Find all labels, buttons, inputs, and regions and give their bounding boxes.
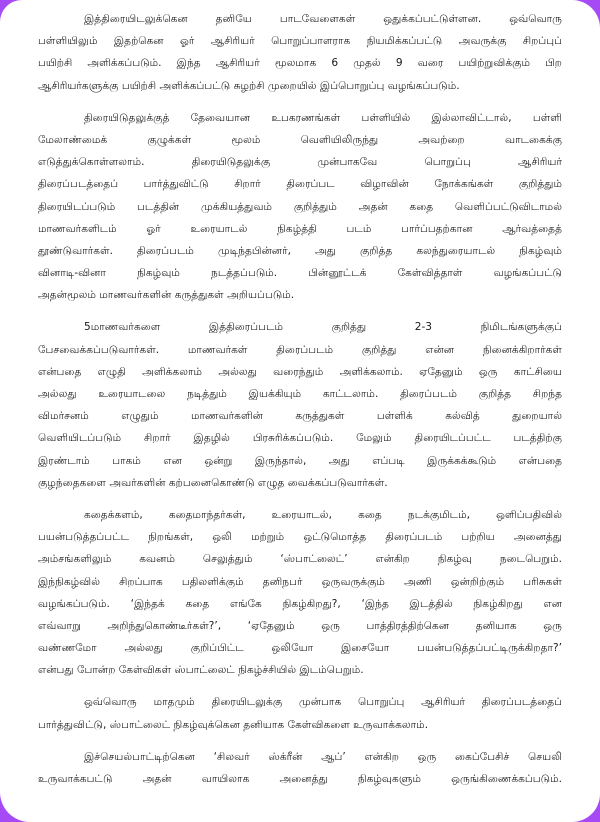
text-line: 5மாணவர்களை இத்திரைப்படம் குறித்து 2-3 நிமிடங்களுக்குப் (84, 321, 562, 334)
text-line: உருவாக்கபட்டு அதன் வாயிலாக அனைத்து நிகழ்வுகளும் ஒருங்கிணைக்கப்படும். (38, 773, 562, 785)
text-line: எவ்வாறு அறிந்துகொண்டீர்கள்?’, ‘ஏதேனும் ஒரு பாத்திரத்திற்கென தனியாக ஒரு (38, 619, 562, 632)
document-body (38, 8, 562, 800)
text-line: இச்செயல்பாட்டிற்கென ‘சிலவர் ஸ்க்ரீன் ஆப்’ என்கிற ஒரு கைப்பேசிச் செயலி (84, 750, 562, 763)
text-line: பார்த்துவிட்டு, ஸ்பாட்லைட் நிகழ்வுக்கென தனியாக கேள்விகளை உருவாக்கலாம். (38, 718, 429, 731)
text-line: திரையிடுதலுக்குத் தேவையான உபகரணங்கள் பள்ளியில் இல்லாவிட்டால், பள்ளி (84, 111, 562, 124)
paragraph-equipment (38, 107, 562, 307)
paragraph-silver-screen-app (38, 746, 562, 790)
text-line: பயிற்சி அளிக்கப்படும். இந்த ஆசிரியர் மூலமாக 6 முதல் 9 வரை பயிற்றுவிக்கும் பிற (38, 57, 562, 70)
text-line: பள்ளியிலும் இதற்கென ஓர் ஆசிரியர் பொறுப்பாளராக நியமிக்கப்பட்டு அவருக்கு சிறப்புப் (38, 35, 562, 48)
text-line: ஆசிரியர்களுக்கு பயிற்சி அளிக்கப்பட்டு சுழற்சி முறையில் இப்பொறுப்பு வழங்கப்படும். (38, 79, 460, 92)
text-line: திரைப்படத்தைப் பார்த்துவிட்டு சிறார் திரைப்பட விழாவின் நோக்கங்கள் குறித்தும் (38, 178, 562, 191)
text-line: அதன்மூலம் மாணவர்களின் கருத்துகள் அறியப்படும். (38, 289, 295, 302)
text-line: மேலாண்மைக் குழுக்கள் மூலம் வெளியிலிருந்து அவற்றை வாடகைக்கு (38, 133, 562, 146)
text-line: ஒவ்வொரு மாதமும் திரையிடலுக்கு முன்பாக பொறுப்பு ஆசிரியர் திரைப்படத்தைப் (84, 696, 563, 709)
text-line: எடுத்துக்கொள்ளலாம். திரையிடுதலுக்கு முன்பாகவே பொறுப்பு ஆசிரியர் (38, 156, 562, 169)
paragraph-student-activities (38, 316, 562, 494)
text-line: பேசவைக்கப்படுவார்கள். மாணவர்கள் திரைப்படம் குறித்து என்ன நினைக்கிறார்கள் (38, 343, 562, 356)
text-line: வினாடி-வினா நிகழ்வும் நடத்தப்படும். பின்னூட்டக் கேள்வித்தாள் வழங்கப்பட்டு (38, 267, 562, 280)
text-line: அம்சங்களிலும் கவனம் செலுத்தும் ‘ஸ்பாட்லைட்’ என்கிற நிகழ்வு நடைபெறும். (38, 553, 562, 566)
text-line: பயன்படுத்தப்பட்ட நிறங்கள், ஒலி மற்றும் ஒட்டுமொத்த திரைப்படம் பற்றிய அனைத்து (38, 531, 562, 544)
text-line: குழந்தைகளை அவர்களின் கற்பனைகொண்டு எழுத வைக்கப்படுவார்கள். (38, 476, 388, 489)
text-line: இத்திரையிடலுக்கென தனியே பாடவேளைகள் ஒதுக்கப்பட்டுள்ளன. ஒவ்வொரு (84, 13, 562, 25)
text-line: வெளியிடப்படும் சிறார் இதழில் பிரசுரிக்கப்படும். மேலும் திரையிடப்பட்ட படத்திற்கு (38, 432, 562, 445)
text-line: வண்ணமோ அல்லது குறிப்பிட்ட ஒலியோ இசையோ பயன்படுத்தப்பட்டிருக்கிறதா?’ (38, 642, 562, 655)
text-line: இந்நிகழ்வில் சிறப்பாக பதிலளிக்கும் தனிநபர் ஒருவருக்கும் அணி ஒன்றிற்கும் பரிசுகள் (38, 575, 562, 588)
paragraph-screening-schedule (38, 8, 562, 97)
text-line: அல்லது உரையாடலை நடித்தும் இயக்கியும் காட்டலாம். திரைப்படம் குறித்த சிறந்த (38, 388, 562, 400)
text-line: திரையிடப்படும் படத்தின் முக்கியத்துவம் குறித்தும் அதன் கதை வெளிப்பட்டுவிடாமல் (38, 200, 562, 213)
text-line: இரண்டாம் பாகம் என ஒன்று இருந்தால், அது எப்படி இருக்கக்கூடும் என்பதை (38, 454, 562, 467)
text-line: கதைக்களம், கதைமாந்தர்கள், உரையாடல், கதை நடக்குமிடம், ஒளிப்பதிவில் (84, 508, 562, 521)
text-line: என்பதை எழுதி அளிக்கலாம் அல்லது வரைந்தும் அளிக்கலாம். ஏதேனும் ஒரு காட்சியை (38, 365, 562, 378)
text-line: வழங்கப்படும். ‘இந்தக் கதை எங்கே நிகழ்கிறது?, ‘இந்த இடத்தில் நிகழ்கிறது என (38, 597, 562, 610)
paragraph-monthly-questions (38, 691, 562, 735)
text-line: தூண்டுவார்கள். திரைப்படம் முடிந்தபின்னர், அது குறித்த கலந்துரையாடல் நிகழ்வும் (38, 244, 562, 257)
text-line: மாணவர்களிடம் ஓர் உரையாடல் நிகழ்த்தி படம் பார்ப்பதற்கான ஆர்வத்தைத் (38, 222, 562, 235)
text-line: விமர்சனம் எழுதும் மாணவர்களின் கருத்துகள் பள்ளிக் கல்வித் துறையால் (38, 410, 562, 423)
paragraph-spotlight (38, 504, 562, 682)
text-line: என்பது போன்ற கேள்விகள் ஸ்பாட்லைட் நிகழ்ச்சியில் இடம்பெறும். (38, 664, 364, 677)
